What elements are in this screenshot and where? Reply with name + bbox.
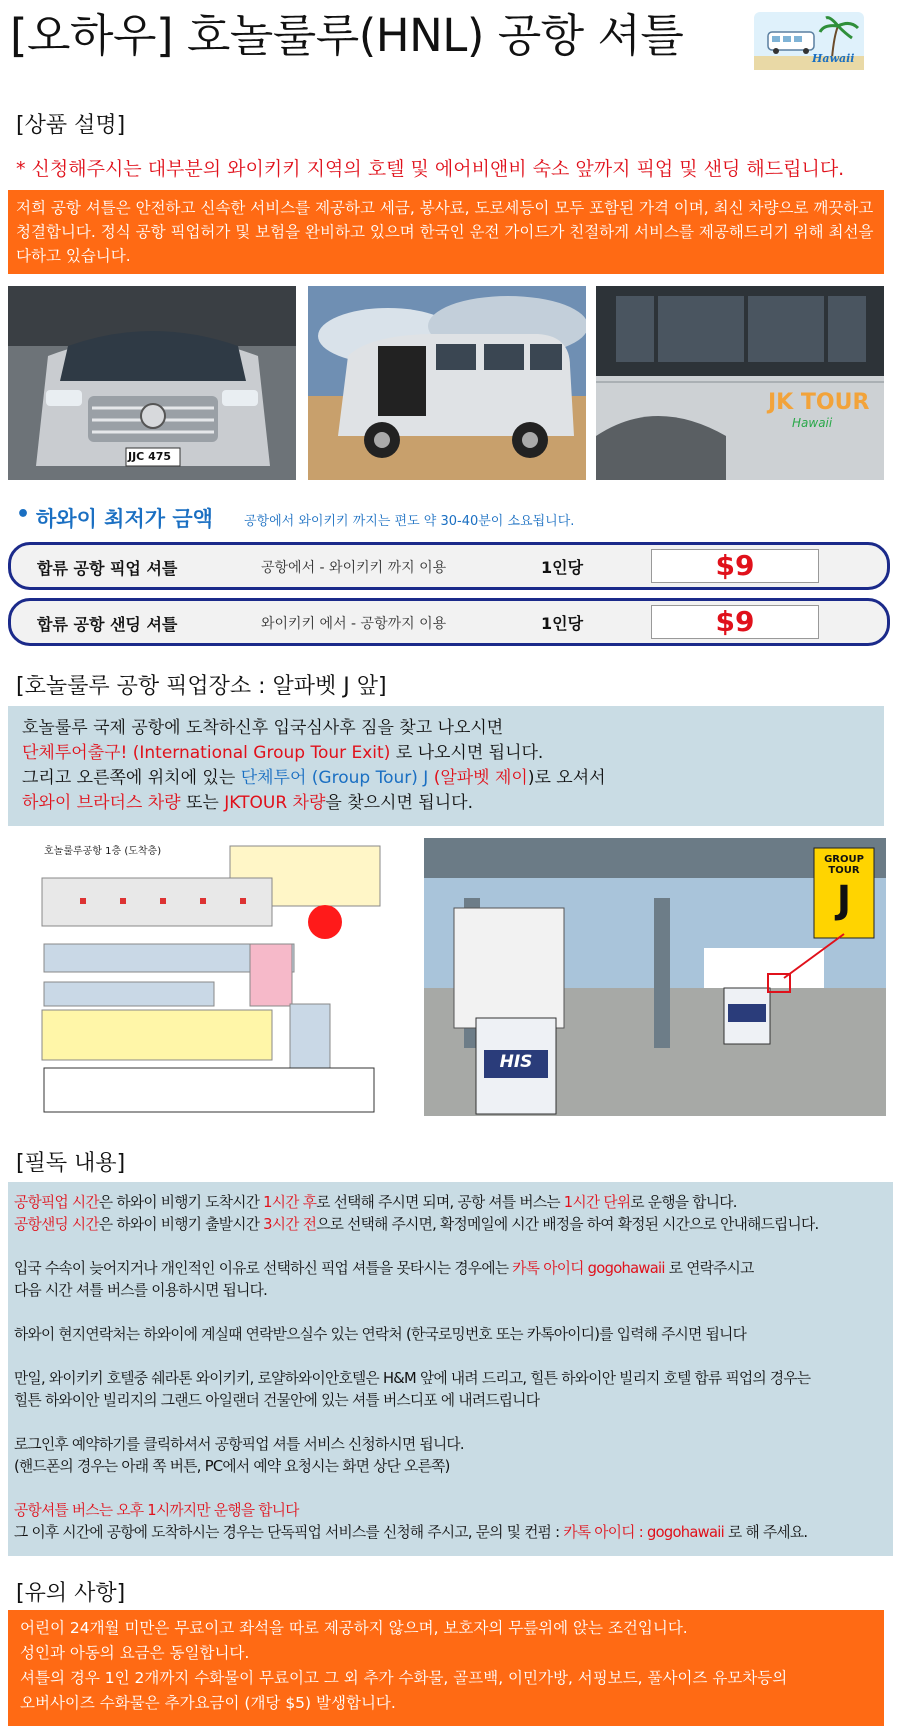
pickup-line1: 호놀룰루 국제 공항에 도착하신후 입국심사후 짐을 찾고 나오시면 bbox=[22, 718, 504, 738]
page-title: [오하우] 호놀룰루(HNL) 공항 셔틀 bbox=[10, 9, 684, 62]
price-desc: 와이키키 에서 - 공항까지 이용 bbox=[261, 616, 447, 632]
brand-logo: JK TOUR bbox=[768, 390, 870, 415]
price-per: 1인당 bbox=[541, 558, 584, 577]
note-line: 어린이 24개월 미만은 무료이고 좌석을 따로 제공하지 않으며, 보호자의 무릎위에 앉는 조건입니다. bbox=[20, 1619, 688, 1637]
must-line: 힐튼 하와이안 빌리지의 그랜드 아일랜더 건물안에 있는 셔틀 버스디포 에 내려드립니다 bbox=[14, 1392, 540, 1409]
product-heading: [상품 설명] bbox=[16, 113, 126, 138]
map-title: 호놀룰루공항 1층 (도착층) bbox=[44, 846, 162, 857]
van-plate: JJC 475 bbox=[128, 450, 172, 463]
must-line: 하와이 현지연락처는 하와이에 계실때 연락받으실수 있는 연락처 (한국로밍번호 또는 카톡아이디)를 입력해 주시면 됩니다 bbox=[14, 1326, 747, 1343]
brand-sub: Hawaii bbox=[792, 416, 833, 430]
must-line: 공항픽업 시간은 하와이 비행기 도착시간 1시간 후로 선택해 주시면 되며, 공항 셔틀 버스는 1시간 단위로 운행을 합니다. bbox=[14, 1194, 737, 1211]
intro-box bbox=[8, 190, 884, 274]
van-branding-photo bbox=[596, 286, 884, 480]
must-line: 공항샌딩 시간은 하와이 비행기 출발시간 3시간 전으로 선택해 주시면, 확정메일에 시간 배정을 하여 확정된 시간으로 안내해드립니다. bbox=[14, 1216, 819, 1233]
notes-box bbox=[8, 1610, 884, 1726]
group-tour-sign: GROUP TOUR bbox=[824, 854, 864, 876]
price-value: $9 bbox=[651, 605, 819, 639]
pickup-heading: [호놀룰루 공항 픽업장소 : 알파벳 J 앞] bbox=[16, 674, 387, 699]
price-row-pickup bbox=[8, 542, 890, 590]
must-read-box bbox=[8, 1182, 893, 1556]
intro-line: 저희 공항 셔틀은 안전하고 신속한 서비스를 제공하고 세금, 봉사료, 도로세등이 모두 포함된 가격 이며, 최신 차량으로 깨끗하고 bbox=[16, 199, 874, 217]
pricing-note: 공항에서 와이키키 까지는 편도 약 30-40분이 소요됩니다. bbox=[244, 514, 575, 529]
pickup-line3: 그리고 오른쪽에 위치에 있는 단체투어 (Group Tour) J (알파벳 제이)로 오셔서 bbox=[22, 768, 606, 788]
notes-heading: [유의 사항] bbox=[16, 1581, 126, 1606]
product-highlight: * 신청해주시는 대부분의 와이키키 지역의 호텔 및 에어비앤비 숙소 앞까지 픽업 및 샌딩 해드립니다. bbox=[16, 158, 845, 180]
price-row-sending bbox=[8, 598, 890, 646]
price-per: 1인당 bbox=[541, 614, 584, 633]
van-side-photo bbox=[308, 286, 586, 480]
price-desc: 공항에서 - 와이키키 까지 이용 bbox=[261, 560, 447, 576]
price-name: 합류 공항 픽업 셔틀 bbox=[37, 559, 178, 578]
group-tour-photo bbox=[424, 838, 886, 1116]
note-line: 셔틀의 경우 1인 2개까지 수화물이 무료이고 그 외 추가 수화물, 골프백, 이민가방, 서핑보드, 풀사이즈 유모차등의 bbox=[20, 1669, 788, 1687]
pickup-box bbox=[8, 706, 884, 826]
price-name: 합류 공항 샌딩 셔틀 bbox=[37, 615, 178, 634]
must-line: 만일, 와이키키 호텔중 쉐라톤 와이키키, 로얄하와이안호텔은 H&M 앞에 내려 드리고, 힐튼 하와이안 빌리지 호텔 합류 픽업의 경우는 bbox=[14, 1370, 811, 1387]
pricing-heading: 하와이 최저가 금액 bbox=[36, 507, 213, 531]
airport-map bbox=[30, 838, 388, 1116]
note-line: 성인과 아동의 요금은 동일합니다. bbox=[20, 1644, 250, 1662]
logo-text: Hawaii bbox=[812, 52, 855, 65]
intro-line: 청결합니다. 정식 공항 픽업허가 및 보험을 완비하고 있으며 한국인 운전 가이드가 친절하게 서비스를 제공해드리기 위해 최선을 bbox=[16, 223, 874, 241]
pickup-line2: 단체투어출구! (International Group Tour Exit) 로 나오시면 됩니다. bbox=[22, 743, 544, 763]
hawaii-logo bbox=[754, 12, 864, 70]
intro-line: 다하고 있습니다. bbox=[16, 247, 131, 265]
must-read-heading: [필독 내용] bbox=[16, 1151, 126, 1176]
must-line: 입국 수속이 늦어지거나 개인적인 이유로 선택하신 픽업 셔틀을 못타시는 경우에는 카톡 아이디 gogohawaii 로 연락주시고 bbox=[14, 1260, 754, 1277]
sign-letter-j: J bbox=[836, 878, 852, 922]
must-line: 그 이후 시간에 공항에 도착하시는 경우는 단독픽업 서비스를 신청해 주시고, 문의 및 컨펌 : 카톡 아이디 : gogohawaii 로 해 주세요. bbox=[14, 1524, 808, 1541]
must-line: 로그인후 예약하기를 클릭하셔서 공항픽업 셔틀 서비스 신청하시면 됩니다. bbox=[14, 1436, 464, 1453]
booth-label: HIS bbox=[499, 1052, 533, 1072]
van-front-photo bbox=[8, 286, 296, 480]
price-value: $9 bbox=[651, 549, 819, 583]
must-line: 공항셔틀 버스는 오후 1시까지만 운행을 합니다 bbox=[14, 1502, 299, 1519]
must-line: 다음 시간 셔틀 버스를 이용하시면 됩니다. bbox=[14, 1282, 268, 1299]
pickup-line4: 하와이 브라더스 차량 또는 JKTOUR 차량을 찾으시면 됩니다. bbox=[22, 793, 473, 813]
bullet: • bbox=[16, 502, 31, 527]
must-line: (핸드폰의 경우는 아래 쪽 버튼, PC에서 예약 요청시는 화면 상단 오른쪽) bbox=[14, 1458, 450, 1475]
note-line: 오버사이즈 수화물은 추가요금이 (개당 $5) 발생합니다. bbox=[20, 1694, 396, 1712]
